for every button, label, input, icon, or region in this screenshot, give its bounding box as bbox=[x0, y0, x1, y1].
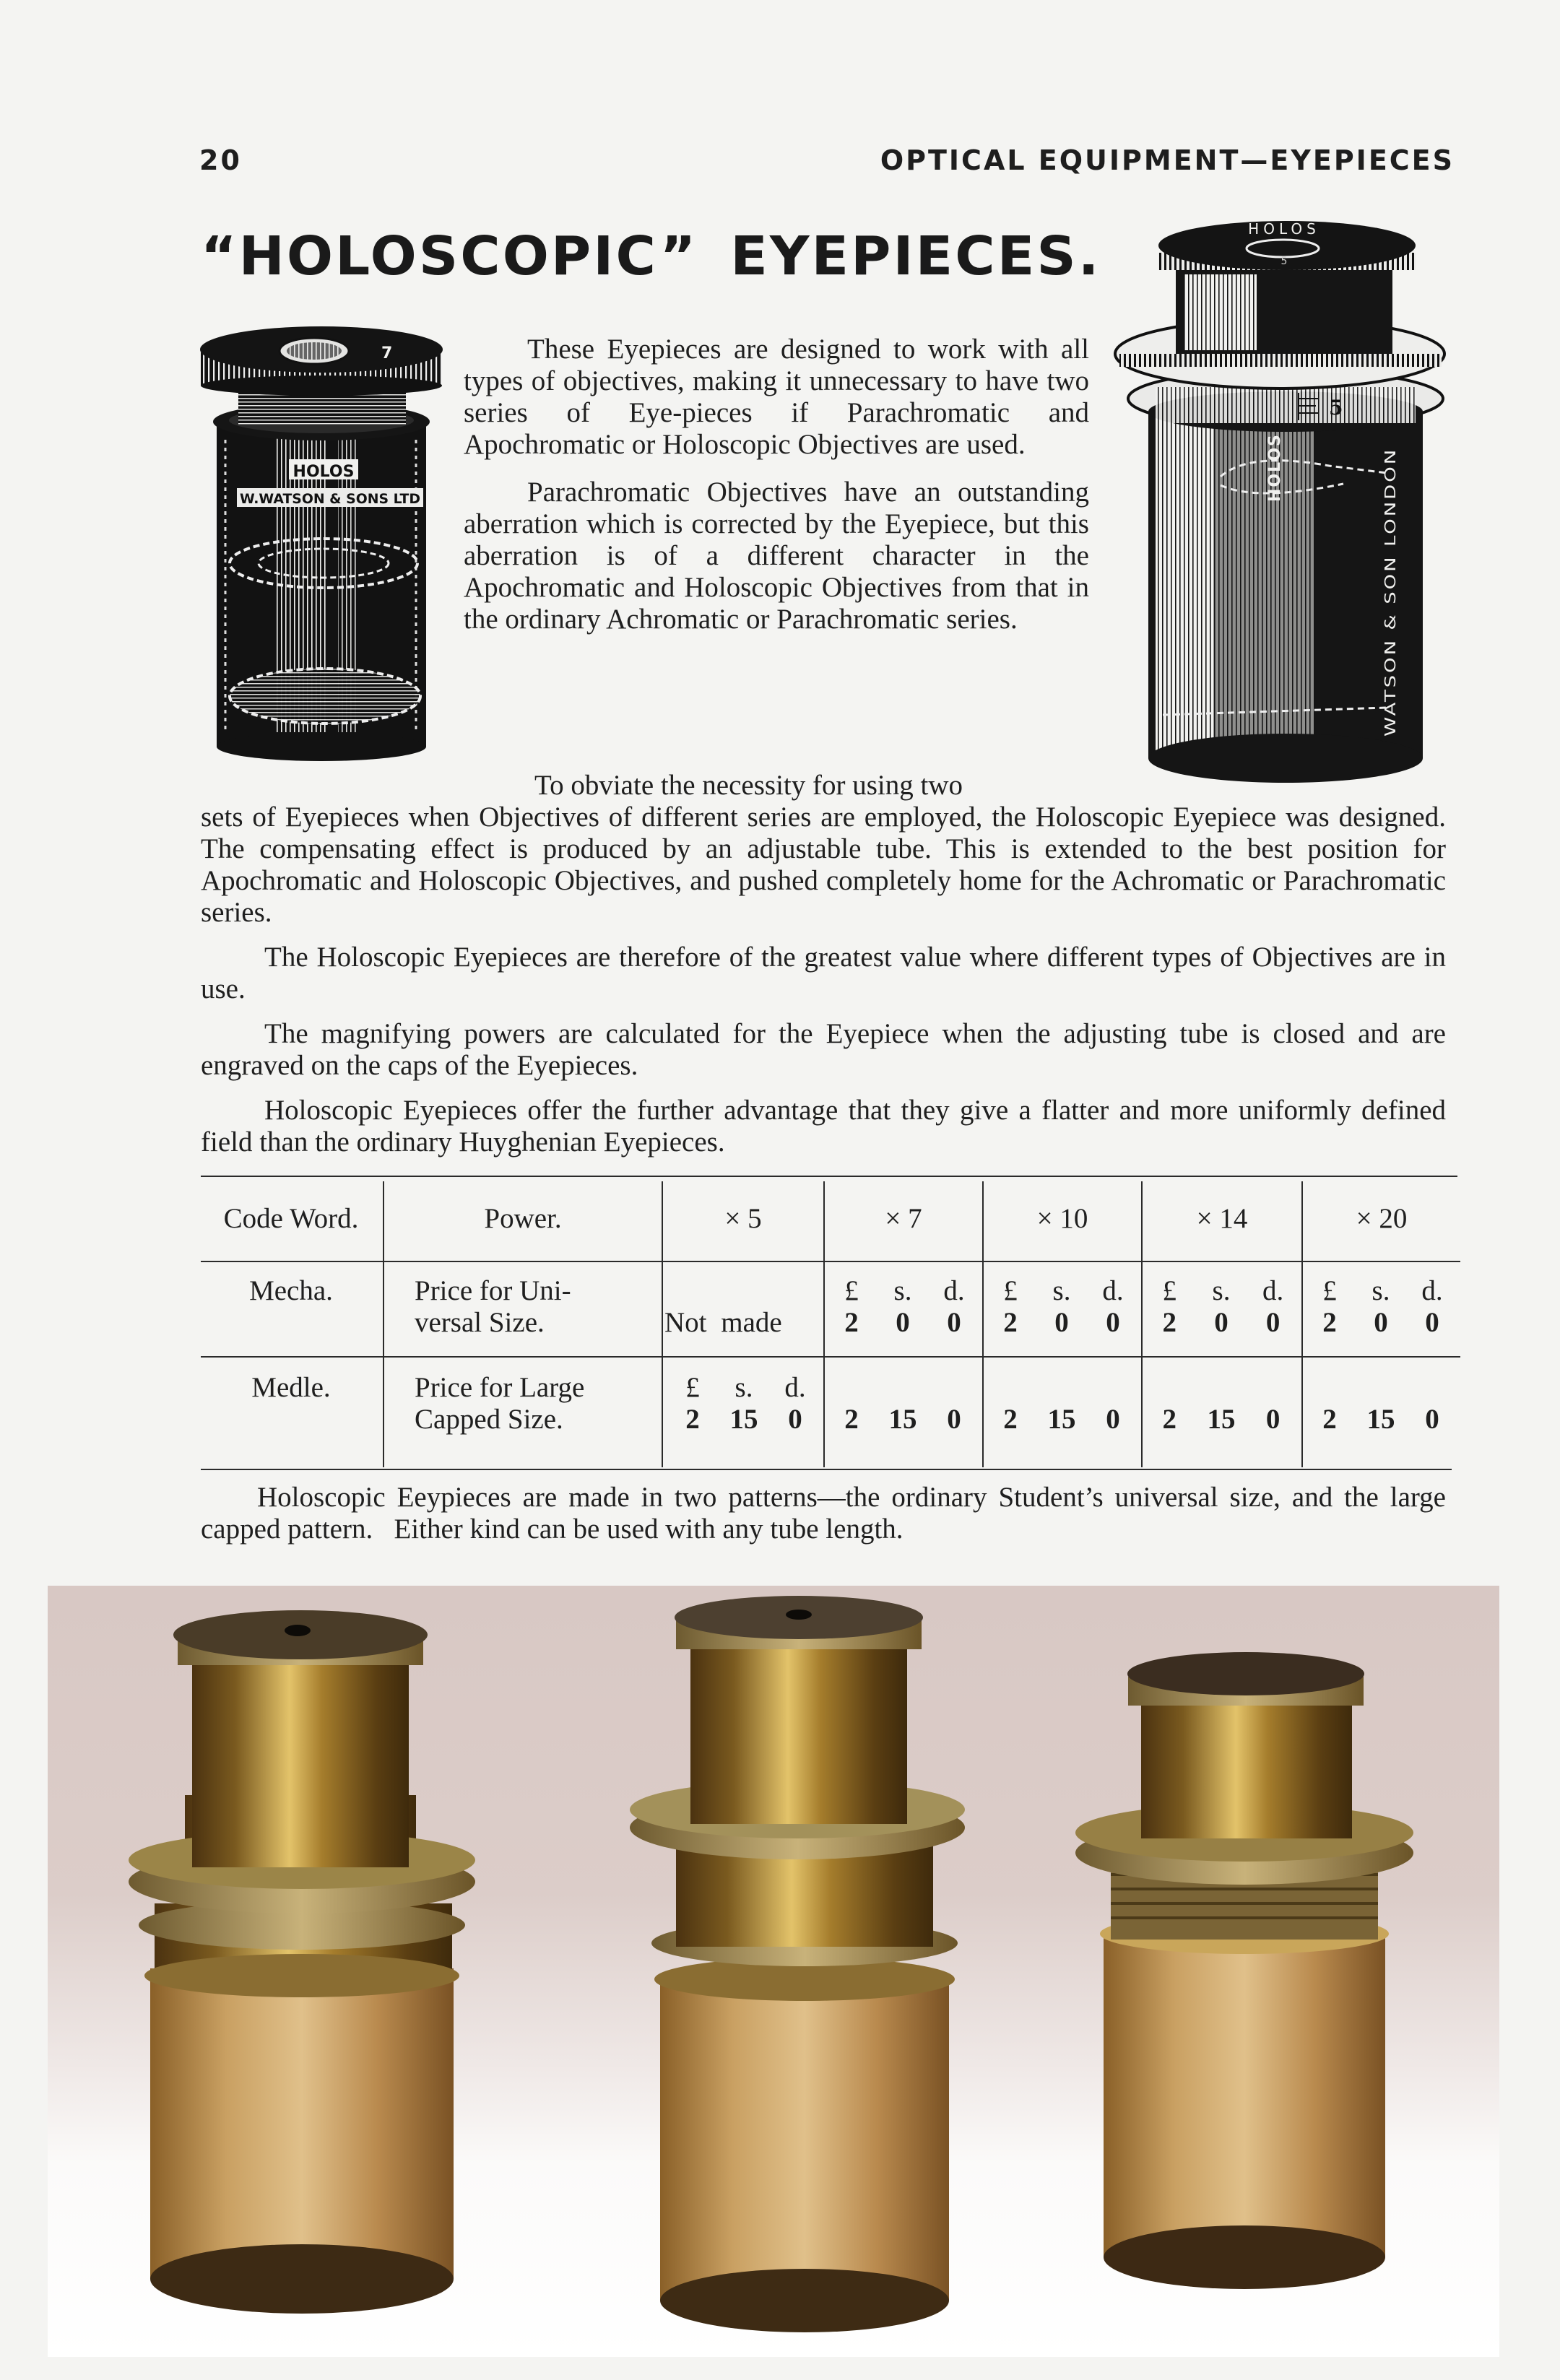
table-bottom-rule bbox=[201, 1469, 1452, 1470]
header-x14: × 14 bbox=[1196, 1203, 1248, 1234]
cap-engraving-holos: HOLOS bbox=[1248, 220, 1320, 238]
code-word-mecha: Mecha. bbox=[249, 1275, 333, 1306]
engraving-watson-sons: W.WATSON & SONS LTD bbox=[240, 491, 420, 507]
header-power: Power. bbox=[484, 1203, 562, 1234]
pence: 0 bbox=[1265, 1404, 1280, 1435]
shillings: 0 bbox=[1054, 1307, 1069, 1338]
pence: 0 bbox=[1106, 1307, 1120, 1338]
header-x20: × 20 bbox=[1356, 1203, 1408, 1234]
paragraph-flatter-field: Holoscopic Eyepieces offer the further advantage that they give a flatter and more uniformly defined field than the ordinary Huyghenian Eyepieces. bbox=[201, 1095, 1446, 1158]
pence-label: d. bbox=[943, 1275, 965, 1306]
shillings: 15 bbox=[1047, 1404, 1076, 1435]
universal-eyepiece-illustration bbox=[196, 321, 443, 763]
price-cell bbox=[985, 1404, 1138, 1436]
pound-label: £ bbox=[844, 1275, 859, 1306]
pence: 0 bbox=[1265, 1307, 1280, 1338]
shillings: 0 bbox=[896, 1307, 910, 1338]
x5-not-made: Not made bbox=[664, 1307, 782, 1338]
cap-number-5: 5 bbox=[1280, 256, 1288, 267]
pounds: 2 bbox=[1162, 1404, 1177, 1435]
power-universal-line1: Price for Uni- bbox=[415, 1275, 571, 1306]
pound-label: £ bbox=[1003, 1275, 1018, 1306]
power-large-line1: Price for Large bbox=[415, 1372, 585, 1403]
paragraph-greatest-value: The Holoscopic Eyepieces are therefore of the greatest value where different types of Objectives are in use. bbox=[201, 942, 1446, 1004]
pence: 0 bbox=[1425, 1404, 1439, 1435]
pence-label: d. bbox=[1262, 1275, 1284, 1306]
price-cell bbox=[1304, 1275, 1457, 1339]
footnote bbox=[201, 1482, 1453, 1545]
shilling-label: s. bbox=[1212, 1275, 1231, 1306]
shilling-label: s. bbox=[734, 1372, 753, 1403]
table-top-rule bbox=[201, 1176, 1457, 1177]
pence: 0 bbox=[1106, 1404, 1120, 1435]
price-cell bbox=[1304, 1404, 1457, 1436]
code-word-medle: Medle. bbox=[251, 1372, 331, 1403]
shilling-label: s. bbox=[1372, 1275, 1390, 1306]
side-engraving-holos: HOLOS bbox=[1266, 433, 1284, 502]
pence-label: d. bbox=[784, 1372, 806, 1403]
pounds: 2 bbox=[1003, 1307, 1018, 1338]
paragraph-magnifying-powers: The magnifying powers are calculated for the Eyepiece when the adjusting tube is closed and are engraved on the caps of the Eyepieces. bbox=[201, 1018, 1446, 1081]
shillings: 15 bbox=[888, 1404, 917, 1435]
pence: 0 bbox=[1425, 1307, 1439, 1338]
shillings: 15 bbox=[1366, 1404, 1395, 1435]
pounds: 2 bbox=[1162, 1307, 1177, 1338]
pounds: 2 bbox=[844, 1307, 859, 1338]
pounds: 2 bbox=[1003, 1404, 1018, 1435]
pence-label: d. bbox=[1421, 1275, 1443, 1306]
price-cell bbox=[826, 1275, 979, 1339]
price-table bbox=[201, 1176, 1460, 1472]
table-row-rule bbox=[201, 1356, 1460, 1358]
paragraph-patterns: Holoscopic Eeypieces are made in two patterns—the ordinary Student’s universal size, and the large capped pattern. Either kind can be used with any tube length. bbox=[201, 1482, 1453, 1545]
cap-number-7: 7 bbox=[381, 344, 393, 362]
paragraph-parachromatic: Parachromatic Objectives have an outstanding aberration which is corrected by the Eyepiece, but this aberration is of a different character in the Apochromatic and Holoscopic Objectives from that in the ordinary Achromatic or Parachromatic series. bbox=[464, 477, 1089, 635]
shillings: 15 bbox=[1207, 1404, 1236, 1435]
pounds: 2 bbox=[685, 1404, 700, 1435]
engraving-holos: HOLOS bbox=[292, 463, 355, 481]
paragraph-intro: These Eyepieces are designed to work with all types of objectives, making it unnecessary to have two series of Eye-pieces if Parachromatic and Apochromatic or Holoscopic Objectives are used. bbox=[464, 334, 1089, 460]
pound-label: £ bbox=[1322, 1275, 1337, 1306]
price-cell bbox=[1144, 1404, 1299, 1436]
table-header-rule bbox=[201, 1261, 1460, 1262]
paragraph-obviate: sets of Eyepieces when Objectives of different series are employed, the Holoscopic Eyepiece was designed. The compensating effect is produced by an adjustable tube. This is extended to the best position for Apochromatic and Holoscopic Objectives, and pushed completely home for the Achromatic or Parachromatic series. bbox=[201, 802, 1446, 928]
body-text bbox=[201, 802, 1446, 1158]
page-title bbox=[201, 225, 1101, 287]
shillings: 0 bbox=[1214, 1307, 1228, 1338]
brass-eyepieces-photo bbox=[48, 1586, 1499, 2357]
power-universal bbox=[415, 1275, 660, 1339]
pounds: 2 bbox=[1322, 1404, 1337, 1435]
shilling-label: s. bbox=[1052, 1275, 1071, 1306]
pence: 0 bbox=[947, 1307, 961, 1338]
paragraph-obviate-lead: To obviate the necessity for using two bbox=[534, 770, 963, 801]
shillings: 0 bbox=[1374, 1307, 1388, 1338]
capped-eyepiece-illustration bbox=[1112, 217, 1450, 787]
power-universal-line2: versal Size. bbox=[415, 1307, 545, 1338]
pence-label: d. bbox=[1102, 1275, 1124, 1306]
title-eyepieces: EYEPIECES. bbox=[730, 225, 1101, 287]
power-large-line2: Capped Size. bbox=[415, 1404, 563, 1435]
shillings: 15 bbox=[729, 1404, 758, 1435]
eyepiece-left bbox=[129, 1610, 475, 2314]
header-x7: × 7 bbox=[885, 1203, 922, 1234]
header-x10: × 10 bbox=[1036, 1203, 1088, 1234]
intro-column bbox=[464, 334, 1089, 635]
header-x5: × 5 bbox=[724, 1203, 762, 1234]
pound-label: £ bbox=[685, 1372, 700, 1403]
eyepieces-photograph bbox=[48, 1586, 1499, 2357]
pound-label: £ bbox=[1162, 1275, 1177, 1306]
pounds: 2 bbox=[844, 1404, 859, 1435]
power-large-capped bbox=[415, 1372, 660, 1436]
pence: 0 bbox=[947, 1404, 961, 1435]
price-cell bbox=[667, 1372, 820, 1436]
eyepiece-right bbox=[1075, 1652, 1413, 2289]
section-title: OPTICAL EQUIPMENT—EYEPIECES bbox=[880, 144, 1455, 176]
shilling-label: s. bbox=[893, 1275, 912, 1306]
pounds: 2 bbox=[1322, 1307, 1337, 1338]
title-holoscopic: “HOLOSCOPIC” bbox=[201, 225, 698, 287]
header-code-word: Code Word. bbox=[223, 1203, 359, 1234]
pence: 0 bbox=[788, 1404, 802, 1435]
scale-number-5: 5 bbox=[1329, 396, 1343, 420]
side-engraving-watson-london: WATSON & SON LONDON bbox=[1382, 527, 1399, 737]
price-cell bbox=[985, 1275, 1138, 1339]
price-cell bbox=[1144, 1275, 1299, 1339]
price-cell bbox=[826, 1404, 979, 1436]
eyepiece-middle bbox=[630, 1596, 965, 2332]
page-number: 20 bbox=[199, 144, 242, 176]
